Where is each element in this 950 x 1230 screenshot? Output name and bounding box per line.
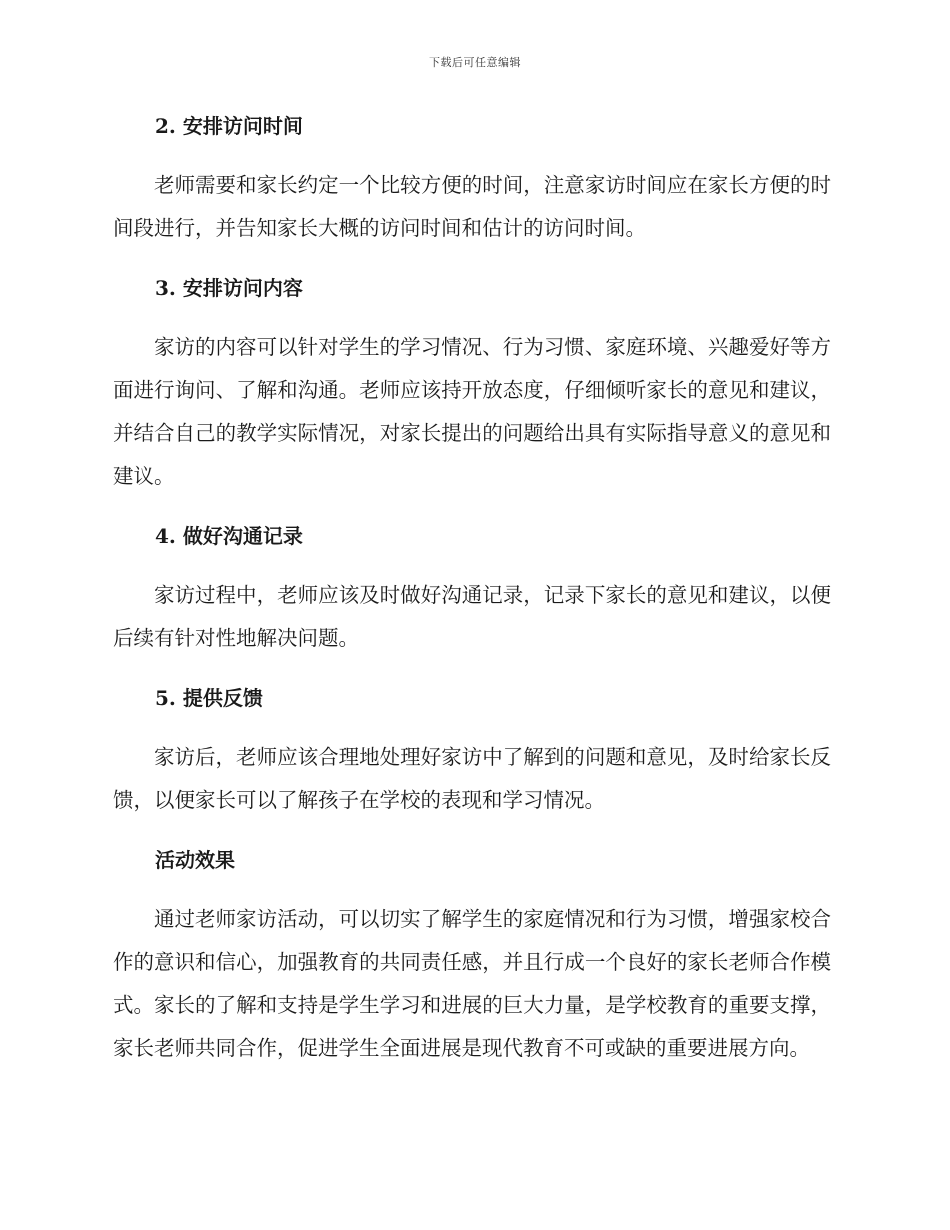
section-paragraph-visit-content: 家访的内容可以针对学生的学习情况、行为习惯、家庭环境、兴趣爱好等方面进行询问、了解和沟通。老师应该持开放态度，仔细倾听家长的意见和建议，并结合自己的教学实际情况，对家长提出的问题给出具有实际指导意义的意见和建议。	[113, 335, 831, 488]
section-paragraph-activity-effect: 通过老师家访活动，可以切实了解学生的家庭情况和行为习惯，增强家校合作的意识和信心，加强教育的共同责任感，并且行成一个良好的家长老师合作模式。家长的了解和支持是学生学习和进展的巨大力量，是学校教育的重要支撑，家长老师共同合作，促进学生全面进展是现代教育不可或缺的重要进展方向。	[113, 907, 831, 1060]
section-heading-activity-effect: 活动效果	[155, 848, 235, 872]
section-paragraph-feedback: 家访后，老师应该合理地处理好家访中了解到的问题和意见，及时给家长反馈，以便家长可以了解孩子在学校的表现和学习情况。	[113, 745, 831, 812]
section-heading-communication-record: 4. 做好沟通记录	[155, 524, 303, 548]
section-paragraph-communication-record: 家访过程中，老师应该及时做好沟通记录，记录下家长的意见和建议，以便后续有针对性地解决问题。	[113, 583, 831, 650]
section-paragraph-visit-time: 老师需要和家长约定一个比较方便的时间，注意家访时间应在家长方便的时间段进行，并告知家长大概的访问时间和估计的访问时间。	[113, 173, 831, 240]
header-note: 下载后可任意编辑	[429, 56, 521, 69]
document-body	[113, 104, 831, 1086]
section-heading-visit-time: 2. 安排访问时间	[155, 114, 303, 138]
section-heading-feedback: 5. 提供反馈	[155, 686, 263, 710]
section-heading-visit-content: 3. 安排访问内容	[155, 276, 303, 300]
